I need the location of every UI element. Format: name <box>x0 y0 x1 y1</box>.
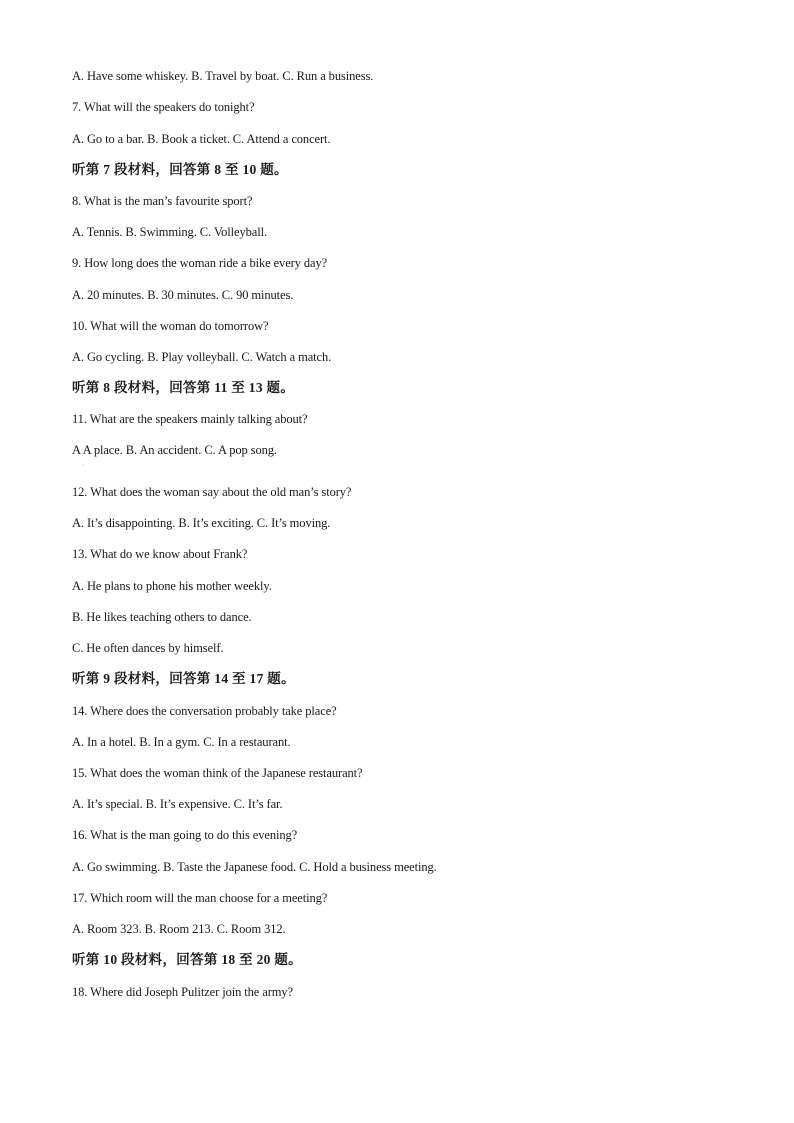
option-line-q7: A. Go to a bar. B. Book a ticket. C. Attend a concert. <box>72 132 331 146</box>
question-11: 11. What are the speakers mainly talking about? <box>72 412 308 426</box>
question-15: 15. What does the woman think of the Japanese restaurant? <box>72 766 363 780</box>
option-a-q13: A. He plans to phone his mother weekly. <box>72 579 272 593</box>
question-17: 17. Which room will the man choose for a meeting? <box>72 891 328 905</box>
section-heading-7: 听第 7 段材料，回答第 8 至 10 题。 <box>72 162 288 177</box>
stray-mark: · <box>82 462 84 468</box>
section-heading-9: 听第 9 段材料，回答第 14 至 17 题。 <box>72 671 295 686</box>
option-line-q10: A. Go cycling. B. Play volleyball. C. Watch a match. <box>72 350 332 364</box>
option-c-q13: C. He often dances by himself. <box>72 641 224 655</box>
question-8: 8. What is the man’s favourite sport? <box>72 194 253 208</box>
option-line-q8: A. Tennis. B. Swimming. C. Volleyball. <box>72 225 267 239</box>
option-line-q9: A. 20 minutes. B. 30 minutes. C. 90 minutes. <box>72 288 294 302</box>
question-7: 7. What will the speakers do tonight? <box>72 100 255 114</box>
option-line-q15: A. It’s special. B. It’s expensive. C. It’s far. <box>72 797 283 811</box>
question-16: 16. What is the man going to do this evening? <box>72 828 298 842</box>
question-13: 13. What do we know about Frank? <box>72 547 248 561</box>
option-line-q12: A. It’s disappointing. B. It’s exciting. C. It’s moving. <box>72 516 331 530</box>
question-14: 14. Where does the conversation probably take place? <box>72 704 337 718</box>
question-9: 9. How long does the woman ride a bike every day? <box>72 256 328 270</box>
section-heading-8: 听第 8 段材料，回答第 11 至 13 题。 <box>72 380 295 395</box>
question-10: 10. What will the woman do tomorrow? <box>72 319 269 333</box>
option-line-q11: A A place. B. An accident. C. A pop song. <box>72 443 277 457</box>
option-line-q17: A. Room 323. B. Room 213. C. Room 312. <box>72 922 286 936</box>
section-heading-10: 听第 10 段材料，回答第 18 至 20 题。 <box>72 952 302 967</box>
option-line-q16: A. Go swimming. B. Taste the Japanese food. C. Hold a business meeting. <box>72 860 437 874</box>
option-line-q14: A. In a hotel. B. In a gym. C. In a restaurant. <box>72 735 291 749</box>
question-12: 12. What does the woman say about the old man’s story? <box>72 485 352 499</box>
option-b-q13: B. He likes teaching others to dance. <box>72 610 252 624</box>
option-line-q6: A. Have some whiskey. B. Travel by boat. C. Run a business. <box>72 69 374 83</box>
question-18: 18. Where did Joseph Pulitzer join the army? <box>72 985 294 999</box>
